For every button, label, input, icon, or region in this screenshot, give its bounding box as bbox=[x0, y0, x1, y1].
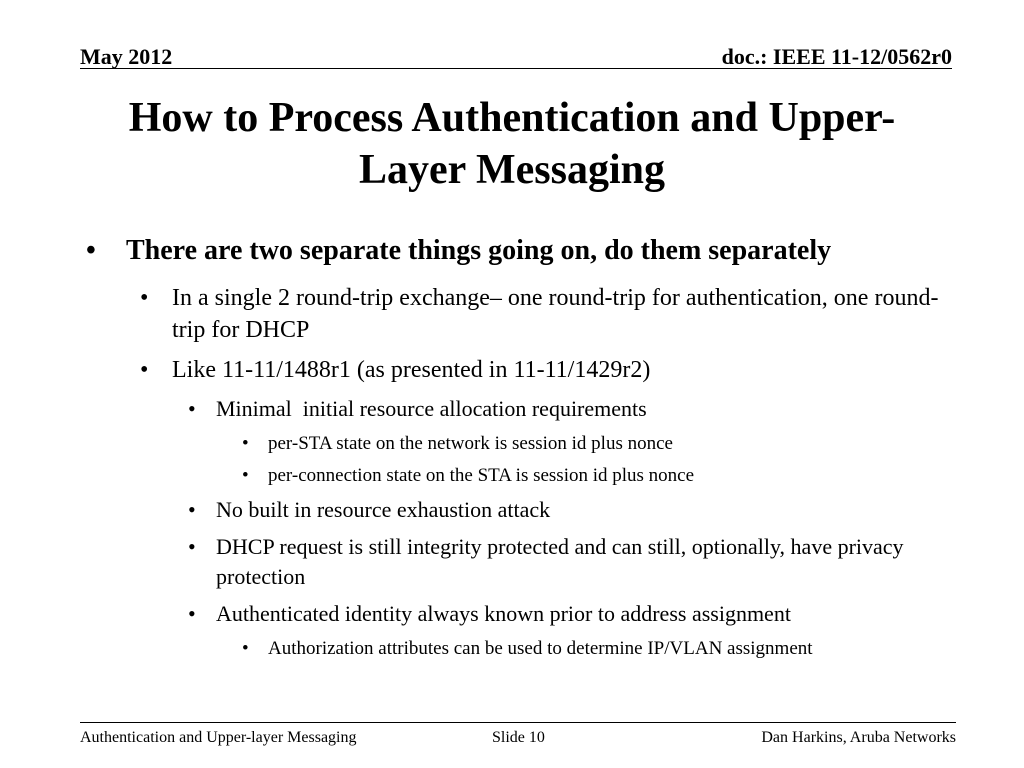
footer-slide-number: Slide 10 bbox=[492, 729, 545, 746]
bullet-text: Authorization attributes can be used to determine IP/VLAN assignment bbox=[268, 638, 813, 659]
bullet-text: per-connection state on the STA is session id plus nonce bbox=[268, 465, 695, 486]
bullet-dot-icon: • bbox=[188, 497, 196, 522]
bullet-item bbox=[84, 636, 964, 662]
footer-author: Dan Harkins, Aruba Networks bbox=[761, 729, 956, 746]
bullet-dot-icon: • bbox=[188, 396, 196, 421]
header-doc-id: doc.: IEEE 11-12/0562r0 bbox=[721, 44, 952, 69]
footer-title: Authentication and Upper-layer Messaging bbox=[80, 729, 357, 746]
bullet-dot-icon: • bbox=[242, 465, 249, 486]
bullet-dot-icon: • bbox=[242, 433, 249, 454]
bullet-item bbox=[84, 354, 964, 386]
bullet-text: per-STA state on the network is session id plus nonce bbox=[268, 433, 673, 454]
bullet-item bbox=[84, 282, 964, 346]
bullet-dot-icon: • bbox=[188, 534, 196, 559]
bullet-item bbox=[84, 599, 964, 629]
bullet-text: No built in resource exhaustion attack bbox=[216, 497, 551, 522]
bullet-text: In a single 2 round-trip exchange– one round-trip for authentication, one round-trip for DHCP bbox=[172, 285, 939, 343]
bullet-text: Like 11-11/1488r1 (as presented in 11-11/1429r2) bbox=[172, 357, 651, 383]
bullet-dot-icon: • bbox=[140, 357, 149, 383]
bullet-item bbox=[84, 495, 964, 525]
slide-title: How to Process Authentication and Upper-Layer Messaging bbox=[128, 95, 896, 193]
bullet-item bbox=[84, 532, 964, 592]
bullet-text: Minimal initial resource allocation requirements bbox=[216, 396, 647, 421]
bullet-item bbox=[84, 394, 964, 424]
bullet-text: There are two separate things going on, do them separately bbox=[126, 235, 832, 266]
bullet-text: DHCP request is still integrity protected and can still, optionally, have privacy protection bbox=[216, 534, 904, 589]
bullet-dot-icon: • bbox=[242, 638, 249, 659]
slide-footer bbox=[80, 722, 956, 753]
bullet-dot-icon: • bbox=[140, 285, 149, 311]
bullet-item bbox=[84, 463, 964, 489]
bullet-dot-icon: • bbox=[188, 601, 196, 626]
bullet-dot-icon: • bbox=[86, 235, 96, 266]
bullet-text: Authenticated identity always known prior to address assignment bbox=[216, 601, 791, 626]
bullet-item bbox=[84, 232, 964, 270]
bullet-item bbox=[84, 431, 964, 457]
bullet-list bbox=[84, 232, 964, 668]
slide-header bbox=[80, 40, 952, 69]
header-date: May 2012 bbox=[80, 44, 173, 69]
